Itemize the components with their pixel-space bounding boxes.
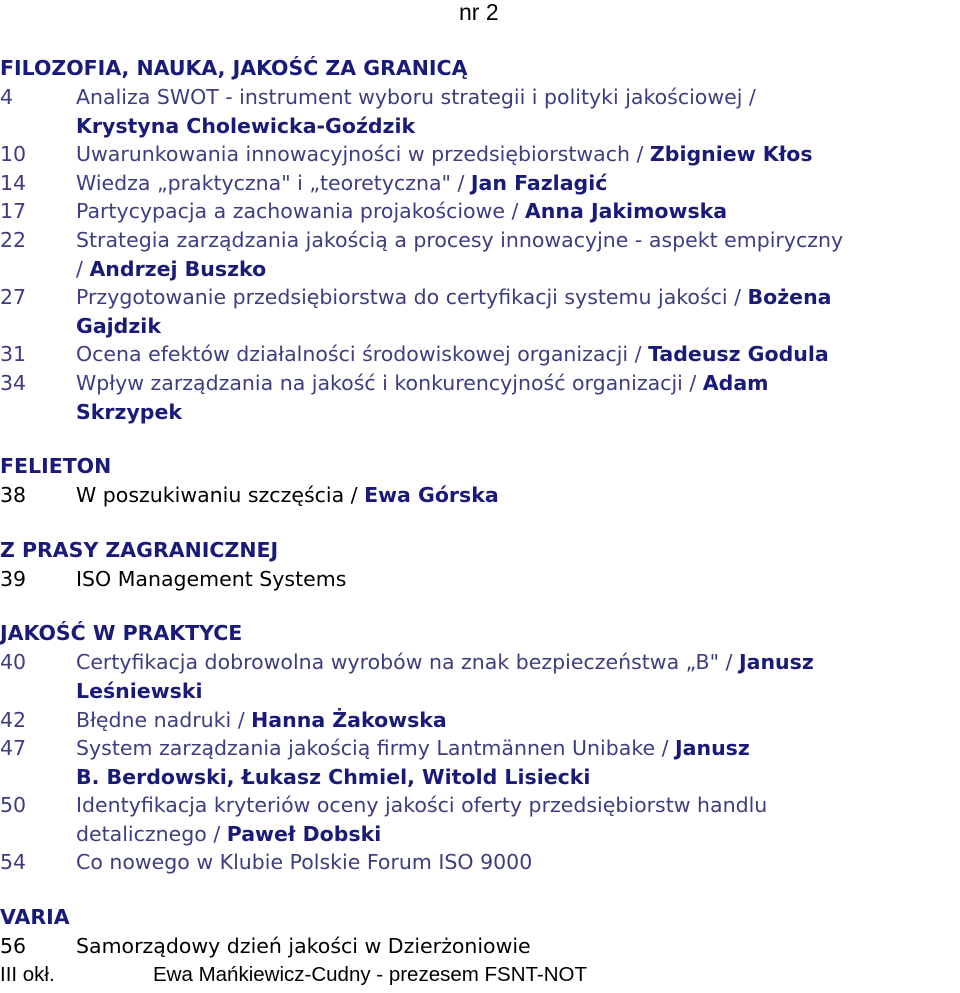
article-author: Anna Jakimowska	[524, 199, 728, 224]
entry-text	[76, 848, 532, 877]
toc-entry	[0, 706, 960, 735]
toc-entry	[0, 169, 960, 198]
article-title: W poszukiwaniu szczęścia /	[76, 483, 365, 508]
toc-entry-line	[0, 848, 960, 877]
toc-entry	[0, 932, 960, 961]
article-title: Błędne nadruki /	[76, 707, 252, 732]
page-number: 54	[0, 850, 27, 875]
toc-entry-line	[0, 820, 960, 849]
entry-text	[76, 565, 346, 594]
article-author: Skrzypek	[76, 399, 183, 424]
indent	[0, 398, 76, 427]
toc-entry-line	[0, 197, 960, 226]
section-heading: FILOZOFIA, NAUKA, JAKOŚĆ ZA GRANICĄ	[0, 56, 468, 80]
section-spacer	[0, 510, 960, 536]
article-title: Certyfikacja dobrowolna wyrobów na znak bezpieczeństwa „B" /	[76, 650, 739, 675]
toc-entry	[0, 140, 960, 169]
article-title: detalicznego /	[76, 821, 227, 846]
entry-text	[76, 706, 447, 735]
page-number: 38	[0, 483, 27, 508]
section-heading: FELIETON	[0, 454, 112, 479]
toc-entry-line	[0, 648, 960, 677]
entry-text	[76, 255, 266, 284]
article-author: Janusz	[675, 736, 750, 761]
article-title: Samorządowy dzień jakości w Dzierżoniowie	[76, 934, 531, 959]
cover-entry	[0, 961, 960, 988]
entry-text	[76, 677, 203, 706]
page-number: 27	[0, 285, 27, 310]
entry-text	[76, 312, 161, 341]
toc-entry-line	[0, 734, 960, 763]
toc-entry-line	[0, 226, 960, 255]
entry-text	[76, 481, 499, 510]
toc-entry-line	[0, 932, 960, 961]
indent	[0, 763, 76, 792]
article-title: ISO Management Systems	[76, 566, 347, 591]
cover-text: Ewa Mańkiewicz-Cudny - prezesem FSNT-NOT	[153, 962, 588, 986]
entry-text	[76, 283, 832, 312]
entry-text	[76, 226, 843, 255]
article-title: Partycypacja a zachowania projakościowe /	[76, 199, 525, 224]
article-author: Jan Fazlagić	[470, 170, 608, 195]
page-number: 14	[0, 170, 27, 195]
toc-entry-line	[0, 140, 960, 169]
toc-entry-line	[0, 369, 960, 398]
indent	[0, 312, 76, 341]
article-title: /	[76, 256, 90, 281]
toc-entry	[0, 369, 960, 426]
article-author: B. Berdowski, Łukasz Chmiel, Witold Lisiecki	[76, 764, 591, 789]
article-author: Bożena	[747, 285, 832, 310]
article-author: Hanna Żakowska	[251, 707, 447, 732]
page-number: 10	[0, 142, 27, 167]
entry-text	[76, 112, 415, 141]
page-number: 56	[0, 934, 27, 959]
toc-entry-line	[0, 565, 960, 594]
entry-text	[76, 932, 531, 961]
section-heading: VARIA	[0, 905, 70, 930]
toc-entry-line	[0, 255, 960, 284]
article-title: System zarządzania jakością firmy Lantmännen Unibake /	[76, 736, 676, 761]
toc-entry	[0, 283, 960, 340]
page-number: 40	[0, 650, 27, 675]
article-author: Gajdzik	[76, 313, 161, 338]
indent	[0, 112, 76, 141]
toc-entry	[0, 83, 960, 140]
indent	[0, 677, 76, 706]
article-title: Ocena efektów działalności środowiskowej organizacji /	[76, 342, 649, 367]
toc-entry-line	[0, 83, 960, 112]
indent	[0, 820, 76, 849]
entry-text	[76, 197, 727, 226]
entry-text	[76, 369, 769, 398]
toc-entry-line	[0, 283, 960, 312]
article-author: Andrzej Buszko	[89, 256, 267, 281]
toc-entry-line	[0, 312, 960, 341]
article-title: Uwarunkowania innowacyjności w przedsiębiorstwach /	[76, 142, 650, 167]
entry-text	[76, 791, 767, 820]
toc-entry-line	[0, 340, 960, 369]
toc-entry	[0, 197, 960, 226]
page-number: 47	[0, 736, 27, 761]
table-of-contents	[0, 54, 960, 988]
page-number: 39	[0, 566, 27, 591]
article-title: Analiza SWOT - instrument wyboru strategii i polityki jakościowej /	[76, 85, 756, 109]
article-author: Krystyna Cholewicka-Goździk	[76, 113, 416, 138]
article-title: Strategia zarządzania jakością a procesy innowacyjne - aspekt empiryczny	[76, 227, 844, 252]
page-number: 17	[0, 199, 27, 224]
entry-text	[76, 169, 607, 198]
article-title: Przygotowanie przedsiębiorstwa do certyfikacji systemu jakości /	[76, 285, 748, 310]
issue-number: nr 2	[459, 0, 499, 25]
article-title: Identyfikacja kryteriów oceny jakości oferty przedsiębiorstw handlu	[76, 793, 768, 818]
toc-entry-line	[0, 791, 960, 820]
page-number: 34	[0, 370, 27, 395]
page-number: 4	[0, 85, 14, 109]
toc-entry	[0, 565, 960, 594]
toc-entry-line	[0, 112, 960, 141]
page-number: 42	[0, 707, 27, 732]
section-spacer	[0, 593, 960, 619]
toc-entry	[0, 648, 960, 705]
toc-entry-line	[0, 677, 960, 706]
page-number: 50	[0, 793, 27, 818]
article-author: Leśniewski	[76, 678, 203, 703]
toc-entry-line	[0, 169, 960, 198]
toc-entry-line	[0, 398, 960, 427]
article-author: Zbigniew Kłos	[649, 142, 813, 167]
article-title: Co nowego w Klubie Polskie Forum ISO 9000	[76, 850, 533, 875]
entry-text	[76, 648, 814, 677]
entry-text	[76, 83, 756, 112]
article-title: Wpływ zarządzania na jakość i konkurencyjność organizacji /	[76, 370, 703, 395]
toc-entry	[0, 481, 960, 510]
section-heading: JAKOŚĆ W PRAKTYCE	[0, 621, 243, 646]
article-author: Adam	[702, 370, 769, 395]
section-heading: Z PRASY ZAGRANICZNEJ	[0, 537, 279, 562]
toc-entry	[0, 340, 960, 369]
article-title: Wiedza „praktyczna" i „teoretyczna" /	[76, 170, 471, 195]
article-author: Janusz	[738, 650, 814, 675]
entry-text	[76, 140, 813, 169]
toc-entry-line	[0, 706, 960, 735]
toc-entry	[0, 848, 960, 877]
entry-text	[76, 820, 381, 849]
article-author: Paweł Dobski	[226, 821, 382, 846]
section-spacer	[0, 426, 960, 452]
section-spacer	[0, 877, 960, 903]
cover-label: III okł.	[0, 962, 55, 986]
toc-entry-line	[0, 481, 960, 510]
toc-entry-line	[0, 763, 960, 792]
article-author: Tadeusz Godula	[648, 342, 829, 367]
toc-entry	[0, 226, 960, 283]
toc-entry	[0, 791, 960, 848]
entry-text	[76, 398, 182, 427]
entry-text	[76, 340, 829, 369]
entry-text	[76, 763, 590, 792]
entry-text	[76, 734, 750, 763]
indent	[0, 255, 76, 284]
toc-entry	[0, 734, 960, 791]
page-number: 31	[0, 342, 27, 367]
page-number: 22	[0, 227, 27, 252]
article-author: Ewa Górska	[364, 483, 499, 508]
